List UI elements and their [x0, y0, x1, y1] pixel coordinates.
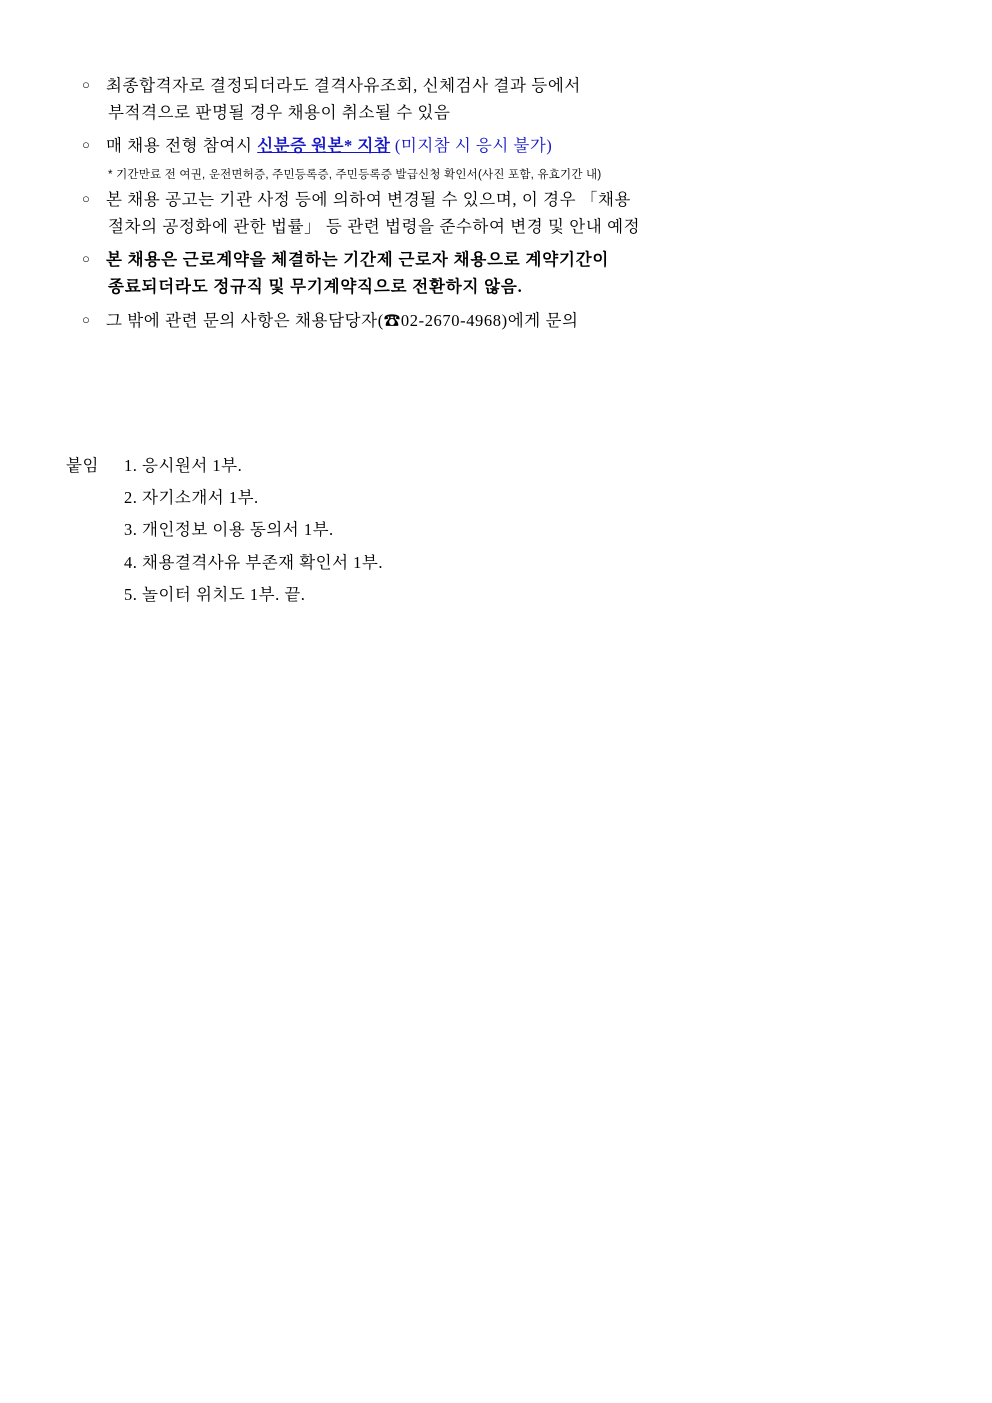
- bullet-marker-icon: ○: [82, 190, 91, 206]
- id-original-emphasis: 신분증 원본* 지참: [257, 136, 391, 156]
- notice-bullet-list: [78, 72, 698, 340]
- id-document-footnote: * 기간만료 전 여권, 운전면허증, 주민등록증, 주민등록증 발급신청 확인서(사진 포함, 유효기간 내): [108, 168, 602, 181]
- bullet-item-1-line-2: 부적격으로 판명될 경우 채용이 취소될 수 있음: [108, 103, 451, 123]
- bullet-item-1: [78, 72, 698, 126]
- attachment-item: 5. 놀이터 위치도 1부. 끝.: [124, 584, 306, 604]
- attachment-item: 2. 자기소개서 1부.: [124, 488, 259, 508]
- bullet-item-5-line-1: 그 밖에 관련 문의 사항은 채용담당자(☎02-2670-4968)에게 문의: [106, 310, 579, 330]
- bullet-item-2-suffix: (미지참 시 응시 불가): [390, 136, 553, 156]
- bullet-item-5: [78, 307, 698, 334]
- attachment-section: [66, 450, 383, 611]
- bullet-item-4-line-2: 종료되더라도 정규직 및 무기계약직으로 전환하지 않음.: [108, 277, 523, 297]
- attachment-label: 붙임: [66, 456, 99, 475]
- bullet-item-4-line-1: 본 채용은 근로계약을 체결하는 기간제 근로자 채용으로 계약기간이: [106, 250, 610, 270]
- bullet-item-4: [78, 246, 698, 300]
- bullet-marker-icon: ○: [82, 77, 91, 92]
- bullet-item-2-prefix: 매 채용 전형 참여시: [106, 136, 258, 156]
- bullet-marker-icon: ○: [82, 137, 91, 153]
- bullet-item-3-line-2: 절차의 공정화에 관한 법률」 등 관련 법령을 준수하여 변경 및 안내 예정: [108, 216, 641, 236]
- bullet-item-3-line-1: 본 채용 공고는 기관 사정 등에 의하여 변경될 수 있으며, 이 경우 「채용: [106, 189, 632, 209]
- bullet-marker-icon: ○: [82, 251, 91, 267]
- attachment-item: 3. 개인정보 이용 동의서 1부.: [124, 520, 334, 540]
- attachment-list: [66, 450, 383, 611]
- bullet-item-2: [78, 132, 698, 159]
- attachment-item: 4. 채용결격사유 부존재 확인서 1부.: [124, 552, 383, 572]
- bullet-item-2-line-1: [106, 132, 698, 159]
- bullet-marker-icon: ○: [82, 311, 91, 327]
- bullet-item-3: [78, 186, 698, 240]
- bullet-item-1-line-1: 최종합격자로 결정되더라도 결격사유조회, 신체검사 결과 등에서: [106, 76, 581, 95]
- attachment-item: 1. 응시원서 1부.: [124, 456, 243, 475]
